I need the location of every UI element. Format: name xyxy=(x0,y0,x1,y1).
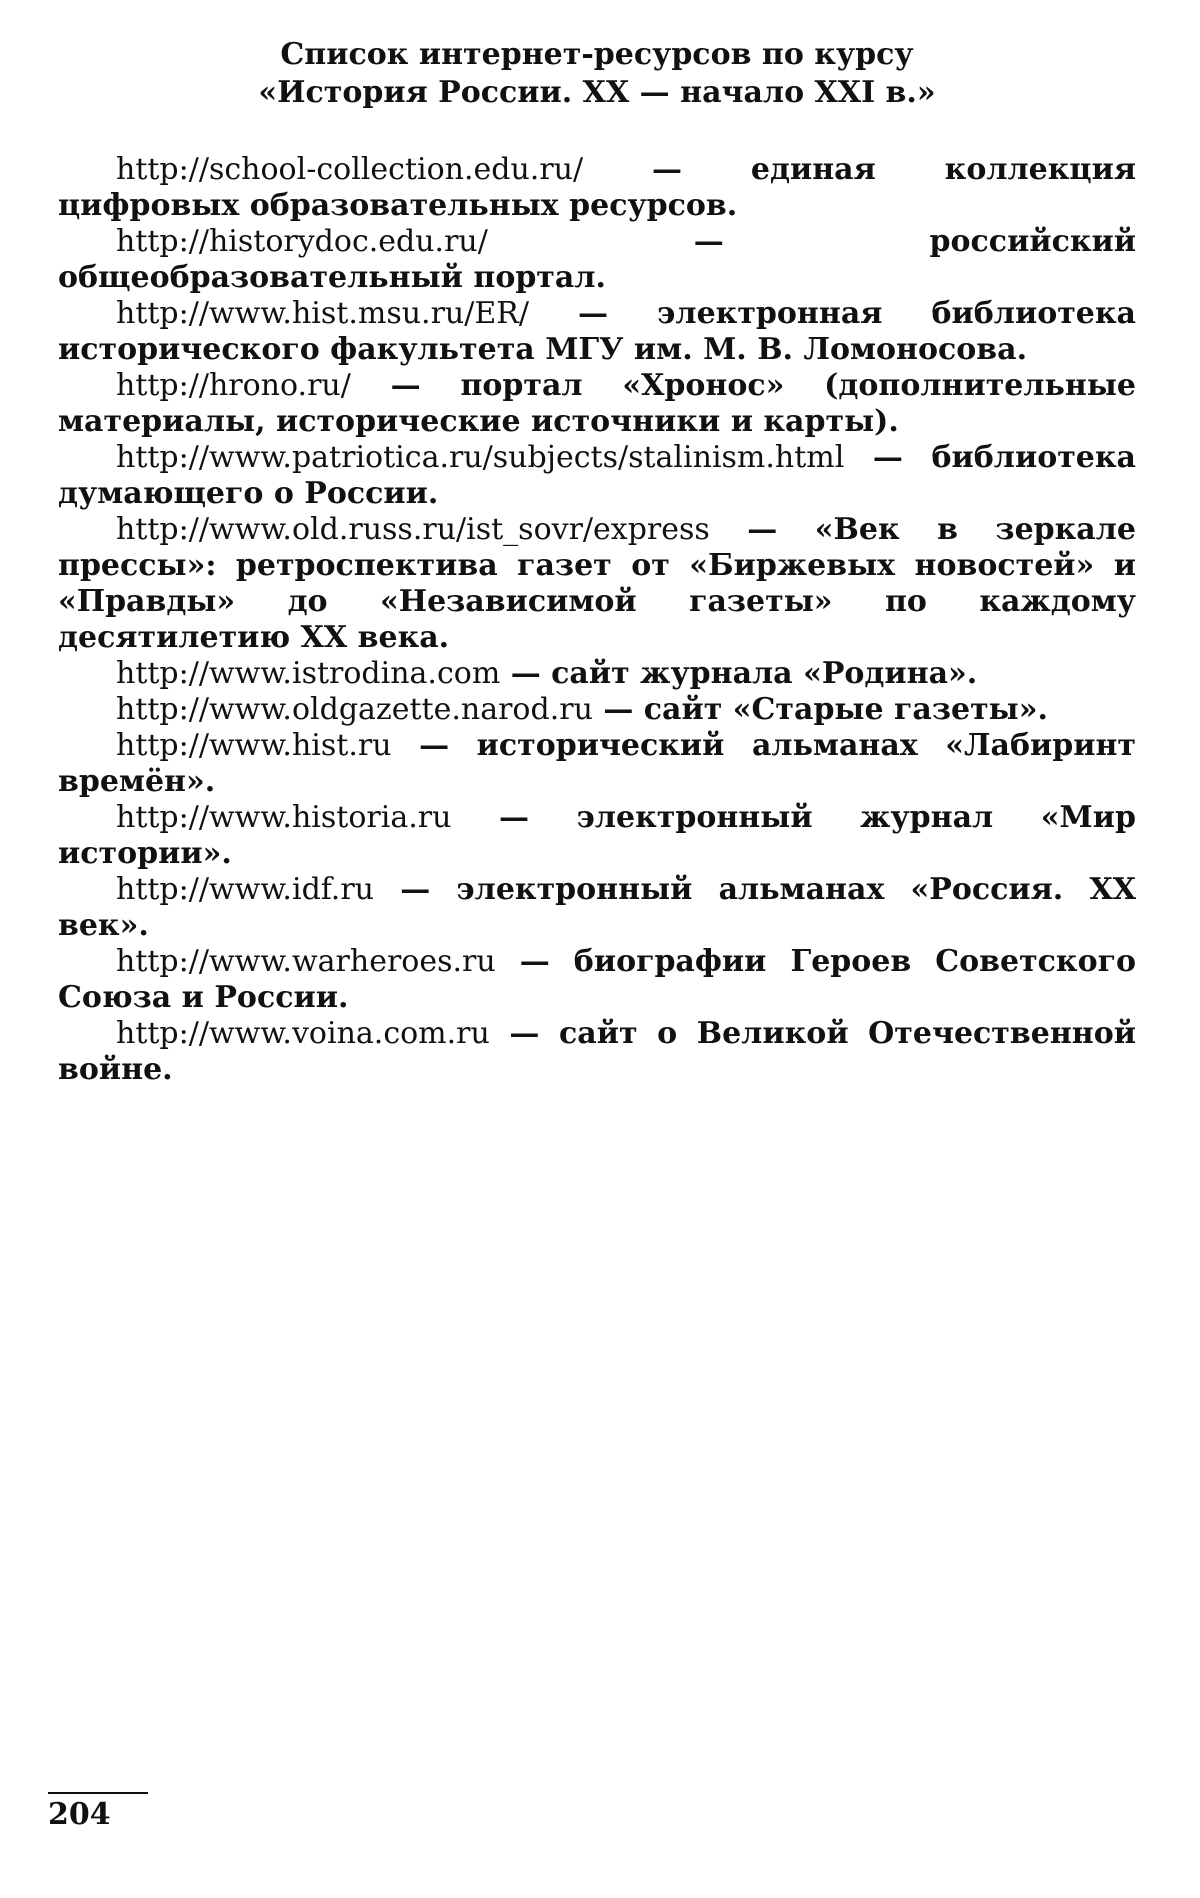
resource-url: http://www.old.russ.ru/ist_sovr/express xyxy=(116,512,710,547)
resource-url: http://hrono.ru/ xyxy=(116,368,351,403)
resource-description: — портал «Хронос» (дополнительные материалы, исторические источники и карты). xyxy=(58,368,1136,439)
list-item xyxy=(58,692,1136,728)
resource-url: http://www.hist.msu.ru/ER/ xyxy=(116,296,529,331)
footer-divider xyxy=(48,1792,148,1794)
resource-description: — «Век в зеркале прессы»: ретроспектива газет от «Биржевых новостей» и «Правды» до «Независимой газеты» по каждому десятилетию XX века. xyxy=(58,512,1136,655)
list-item xyxy=(58,512,1136,656)
list-item xyxy=(58,872,1136,944)
resource-description: — электронный журнал «Мир истории». xyxy=(58,800,1136,871)
list-item xyxy=(58,224,1136,296)
resource-description: — сайт журнала «Родина». xyxy=(500,656,978,691)
list-item xyxy=(58,944,1136,1016)
resource-url: http://school-collection.edu.ru/ xyxy=(116,152,584,187)
resource-list xyxy=(58,152,1136,1088)
resource-url: http://www.voina.com.ru xyxy=(116,1016,490,1051)
list-item xyxy=(58,440,1136,512)
resource-url: http://www.historia.ru xyxy=(116,800,452,835)
list-item xyxy=(58,800,1136,872)
resource-url: http://historydoc.edu.ru/ xyxy=(116,224,488,259)
resource-description: — единая коллекция цифровых образовательных ресурсов. xyxy=(58,152,1136,223)
list-item xyxy=(58,296,1136,368)
page-footer xyxy=(48,1792,148,1832)
resource-description: — биографии Героев Советского Союза и России. xyxy=(58,944,1136,1015)
resource-description: — сайт «Старые газеты». xyxy=(592,692,1048,727)
title-line-1: Список интернет-ресурсов по курсу xyxy=(280,37,914,72)
resource-description: — электронная библиотека исторического факультета МГУ им. М. В. Ломоносова. xyxy=(58,296,1136,367)
list-item xyxy=(58,152,1136,224)
resource-url: http://www.patriotica.ru/subjects/stalinism.html xyxy=(116,440,845,475)
list-item xyxy=(58,1016,1136,1088)
page-number: 204 xyxy=(48,1797,111,1832)
resource-description: — электронный альманах «Россия. XX век». xyxy=(58,872,1136,943)
resource-url: http://www.istrodina.com xyxy=(116,656,501,691)
resource-description: — библиотека думающего о России. xyxy=(58,440,1136,511)
title-line-2: «История России. XX — начало XXI в.» xyxy=(258,75,936,110)
resource-description: — исторический альманах «Лабиринт времён». xyxy=(58,728,1136,799)
list-item xyxy=(58,368,1136,440)
resource-url: http://www.warheroes.ru xyxy=(116,944,496,979)
document-page xyxy=(58,36,1136,1088)
resource-url: http://www.oldgazette.narod.ru xyxy=(116,692,593,727)
page-title xyxy=(58,36,1136,112)
resource-description: — российский общеобразовательный портал. xyxy=(58,224,1136,295)
resource-description: — сайт о Великой Отечественной войне. xyxy=(58,1016,1136,1087)
resource-url: http://www.idf.ru xyxy=(116,872,375,907)
resource-url: http://www.hist.ru xyxy=(116,728,392,763)
list-item xyxy=(58,656,1136,692)
list-item xyxy=(58,728,1136,800)
